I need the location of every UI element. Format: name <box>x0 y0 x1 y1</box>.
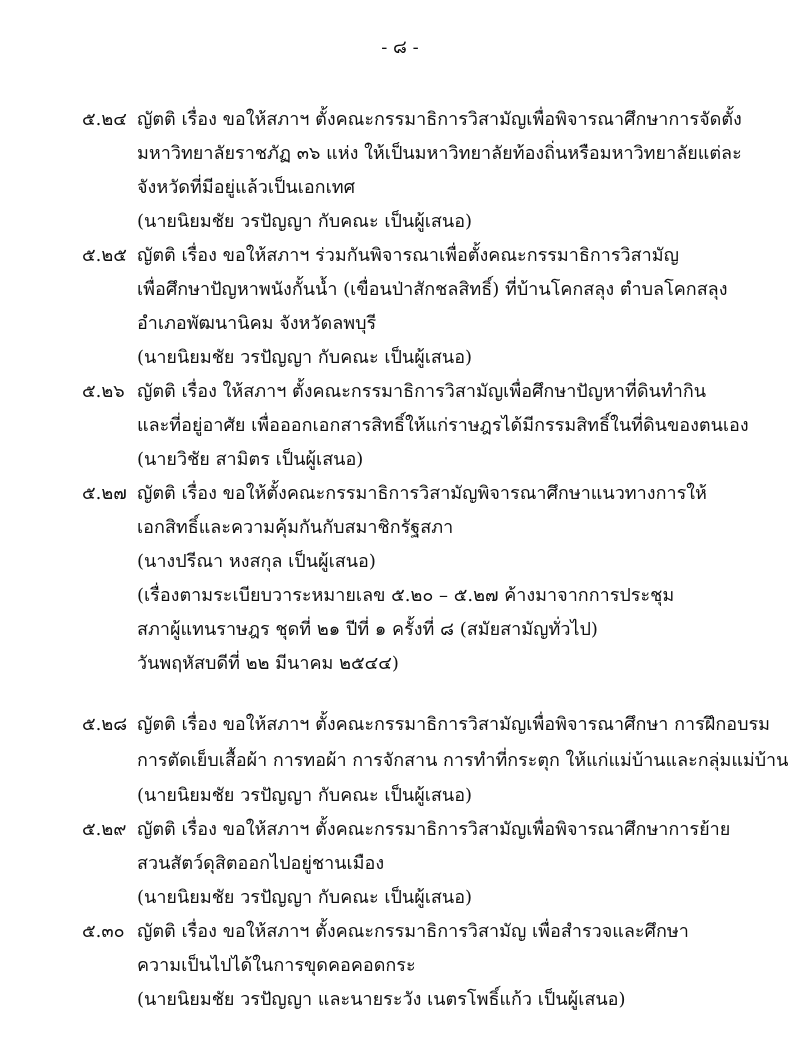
agenda-item-line: มหาวิทยาลัยราชภัฏ ๓๖ แห่ง ให้เป็นมหาวิทยาลัยท้องถิ่นหรือมหาวิทยาลัยแต่ละ <box>137 143 742 164</box>
agenda-item-number: ๕.๓๐ <box>82 921 125 942</box>
agenda-item-line: ความเป็นไปได้ในการขุดคอคอดกระ <box>137 955 416 976</box>
agenda-item-number: ๕.๒๗ <box>82 483 127 504</box>
agenda-item-number: ๕.๒๕ <box>82 245 127 266</box>
agenda-item-line: การตัดเย็บเสื้อผ้า การทอผ้า การจักสาน การทำที่กระตุก ให้แก่แม่บ้านและกลุ่มแม่บ้าน <box>137 750 789 771</box>
agenda-item-number: ๕.๒๖ <box>82 381 125 402</box>
carried-over-note: วันพฤหัสบดีที่ ๒๒ มีนาคม ๒๕๔๔) <box>137 653 399 674</box>
carried-over-note: สภาผู้แทนราษฎร ชุดที่ ๒๑ ปีที่ ๑ ครั้งที่ ๘ (สมัยสามัญทั่วไป) <box>137 619 598 640</box>
agenda-item-line: เอกสิทธิ์และความคุ้มกันกับสมาชิกรัฐสภา <box>137 517 454 538</box>
proposer-line: (นายนิยมชัย วรปัญญา กับคณะ เป็นผู้เสนอ) <box>137 785 473 806</box>
agenda-item-line: และที่อยู่อาศัย เพื่อออกเอกสารสิทธิ์ให้แก่ราษฎรได้มีกรรมสิทธิ์ในที่ดินของตนเอง <box>137 415 749 436</box>
agenda-item-line: ญัตติ เรื่อง ขอให้สภาฯ ตั้งคณะกรรมาธิการวิสามัญเพื่อพิจารณาศึกษาการจัดตั้ง <box>137 109 742 130</box>
agenda-item-line: จังหวัดที่มีอยู่แล้วเป็นเอกเทศ <box>137 177 356 198</box>
agenda-item-line: ญัตติ เรื่อง ขอให้สภาฯ ตั้งคณะกรรมาธิการวิสามัญเพื่อพิจารณาศึกษาการย้าย <box>137 819 731 840</box>
proposer-line: (นายนิยมชัย วรปัญญา และนายระวัง เนตรโพธิ์แก้ว เป็นผู้เสนอ) <box>137 989 626 1010</box>
agenda-item-line: ญัตติ เรื่อง ขอให้ตั้งคณะกรรมาธิการวิสามัญพิจารณาศึกษาแนวทางการให้ <box>137 483 707 504</box>
agenda-item-number: ๕.๒๙ <box>82 819 127 840</box>
agenda-item-line: ญัตติ เรื่อง ขอให้สภาฯ ร่วมกันพิจารณาเพื่อตั้งคณะกรรมาธิการวิสามัญ <box>137 245 679 266</box>
proposer-line: (นางปรีณา หงสกุล เป็นผู้เสนอ) <box>137 551 376 572</box>
proposer-line: (นายนิยมชัย วรปัญญา กับคณะ เป็นผู้เสนอ) <box>137 211 473 232</box>
agenda-item-line: ญัตติ เรื่อง ให้สภาฯ ตั้งคณะกรรมาธิการวิสามัญเพื่อศึกษาปัญหาที่ดินทำกิน <box>137 381 707 402</box>
proposer-line: (นายนิยมชัย วรปัญญา กับคณะ เป็นผู้เสนอ) <box>137 347 473 368</box>
agenda-item-line: อำเภอพัฒนานิคม จังหวัดลพบุรี <box>137 313 377 334</box>
proposer-line: (นายนิยมชัย วรปัญญา กับคณะ เป็นผู้เสนอ) <box>137 887 473 908</box>
agenda-item-line: สวนสัตว์ดุสิตออกไปอยู่ชานเมือง <box>137 853 385 874</box>
proposer-line: (นายวิชัย สามิตร เป็นผู้เสนอ) <box>137 449 364 470</box>
agenda-item-line: เพื่อศึกษาปัญหาพนังกั้นน้ำ (เขื่อนป่าสักชลสิทธิ์) ที่บ้านโคกสลุง ตำบลโคกสลุง <box>137 279 728 300</box>
carried-over-note: (เรื่องตามระเบียบวาระหมายเลข ๕.๒๐ – ๕.๒๗ ค้างมาจากการประชุม <box>137 585 675 606</box>
agenda-item-number: ๕.๒๔ <box>82 109 127 130</box>
agenda-item-line: ญัตติ เรื่อง ขอให้สภาฯ ตั้งคณะกรรมาธิการวิสามัญ เพื่อสำรวจและศึกษา <box>137 921 689 942</box>
agenda-item-number: ๕.๒๘ <box>82 714 128 735</box>
page-number: - ๘ - <box>381 37 419 58</box>
agenda-item-line: ญัตติ เรื่อง ขอให้สภาฯ ตั้งคณะกรรมาธิการวิสามัญเพื่อพิจารณาศึกษา การฝึกอบรม <box>137 714 771 735</box>
